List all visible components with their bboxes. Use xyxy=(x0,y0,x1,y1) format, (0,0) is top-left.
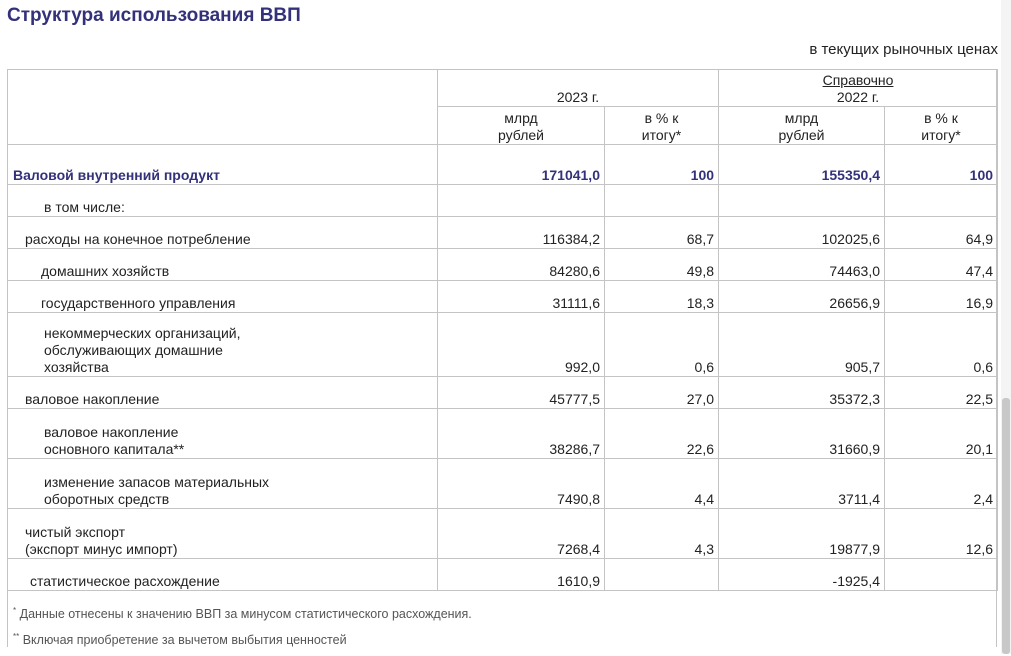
footnote-1: * Данные отнесены к значению ВВП за минусом статистического расхождения. xyxy=(13,606,472,621)
percent-2023: 4,4 xyxy=(605,459,719,509)
percent-2022: 22,5 xyxy=(885,377,998,409)
row-label: некоммерческих организаций, обслуживающих домашние хозяйства xyxy=(8,313,438,377)
value-2022 xyxy=(719,185,885,217)
table-row xyxy=(8,185,998,217)
reference-link[interactable]: Справочно xyxy=(822,72,894,88)
vertical-scrollbar[interactable] xyxy=(1001,0,1011,654)
table-row xyxy=(8,459,998,509)
value-2022: 102025,6 xyxy=(719,217,885,249)
row-label: государственного управления xyxy=(8,281,438,313)
table-row-gdp-total xyxy=(8,145,998,185)
percent-2022: 12,6 xyxy=(885,509,998,559)
value-2022: 26656,9 xyxy=(719,281,885,313)
value-2023: 7268,4 xyxy=(438,509,605,559)
percent-2022: 64,9 xyxy=(885,217,998,249)
percent-2022: 2,4 xyxy=(885,459,998,509)
row-label: в том числе: xyxy=(8,185,438,217)
table-row xyxy=(8,217,998,249)
value-2023 xyxy=(438,185,605,217)
percent-2023: 0,6 xyxy=(605,313,719,377)
price-basis-note: в текущих рыночных ценах xyxy=(809,41,998,58)
header-2023: 2023 г. xyxy=(438,70,719,107)
unit-pct-2023: в % к итогу* xyxy=(605,107,719,145)
header-empty-cell xyxy=(8,70,438,145)
value-2022: 19877,9 xyxy=(719,509,885,559)
value-2023: 992,0 xyxy=(438,313,605,377)
value-2022: 905,7 xyxy=(719,313,885,377)
row-label: изменение запасов материальных оборотных средств xyxy=(8,459,438,509)
header-row-periods xyxy=(8,70,998,107)
row-label: статистическое расхождение xyxy=(8,559,438,591)
value-2022: 74463,0 xyxy=(719,249,885,281)
unit-bln-2022: млрд рублей xyxy=(719,107,885,145)
value-2023: 116384,2 xyxy=(438,217,605,249)
gdp-structure-table xyxy=(7,69,998,591)
row-label: валовое накопление основного капитала** xyxy=(8,409,438,459)
percent-2022: 16,9 xyxy=(885,281,998,313)
percent-2022: 100 xyxy=(885,145,998,185)
percent-2023: 100 xyxy=(605,145,719,185)
table-row xyxy=(8,249,998,281)
header-2022-reference xyxy=(719,70,998,107)
unit-bln-2023: млрд рублей xyxy=(438,107,605,145)
percent-2022: 0,6 xyxy=(885,313,998,377)
value-2023: 45777,5 xyxy=(438,377,605,409)
value-2023: 84280,6 xyxy=(438,249,605,281)
value-2022: 35372,3 xyxy=(719,377,885,409)
percent-2022 xyxy=(885,185,998,217)
percent-2022: 20,1 xyxy=(885,409,998,459)
value-2023: 7490,8 xyxy=(438,459,605,509)
value-2023: 1610,9 xyxy=(438,559,605,591)
value-2022: 31660,9 xyxy=(719,409,885,459)
table-row xyxy=(8,377,998,409)
percent-2023: 68,7 xyxy=(605,217,719,249)
footnote-2: ** Включая приобретение за вычетом выбытия ценностей xyxy=(13,632,347,647)
row-label: валовое накопление xyxy=(8,377,438,409)
table-row xyxy=(8,559,998,591)
page-title: Структура использования ВВП xyxy=(7,5,301,26)
table-row xyxy=(8,313,998,377)
value-2022: -1925,4 xyxy=(719,559,885,591)
percent-2023 xyxy=(605,559,719,591)
table-row xyxy=(8,409,998,459)
percent-2022: 47,4 xyxy=(885,249,998,281)
scrollbar-thumb[interactable] xyxy=(1002,398,1010,654)
row-label: Валовой внутренний продукт xyxy=(8,145,438,185)
percent-2023: 18,3 xyxy=(605,281,719,313)
percent-2022 xyxy=(885,559,998,591)
percent-2023: 27,0 xyxy=(605,377,719,409)
value-2023: 31111,6 xyxy=(438,281,605,313)
percent-2023 xyxy=(605,185,719,217)
row-label: расходы на конечное потребление xyxy=(8,217,438,249)
unit-pct-2022: в % к итогу* xyxy=(885,107,998,145)
value-2023: 38286,7 xyxy=(438,409,605,459)
value-2023: 171041,0 xyxy=(438,145,605,185)
value-2022: 155350,4 xyxy=(719,145,885,185)
percent-2023: 49,8 xyxy=(605,249,719,281)
table-row xyxy=(8,281,998,313)
gdp-structure-table-frame xyxy=(7,69,997,647)
percent-2023: 4,3 xyxy=(605,509,719,559)
table-row xyxy=(8,509,998,559)
value-2022: 3711,4 xyxy=(719,459,885,509)
row-label: домашних хозяйств xyxy=(8,249,438,281)
header-2022-year: 2022 г. xyxy=(836,89,880,105)
percent-2023: 22,6 xyxy=(605,409,719,459)
footnotes xyxy=(13,604,472,656)
row-label: чистый экспорт (экспорт минус импорт) xyxy=(8,509,438,559)
